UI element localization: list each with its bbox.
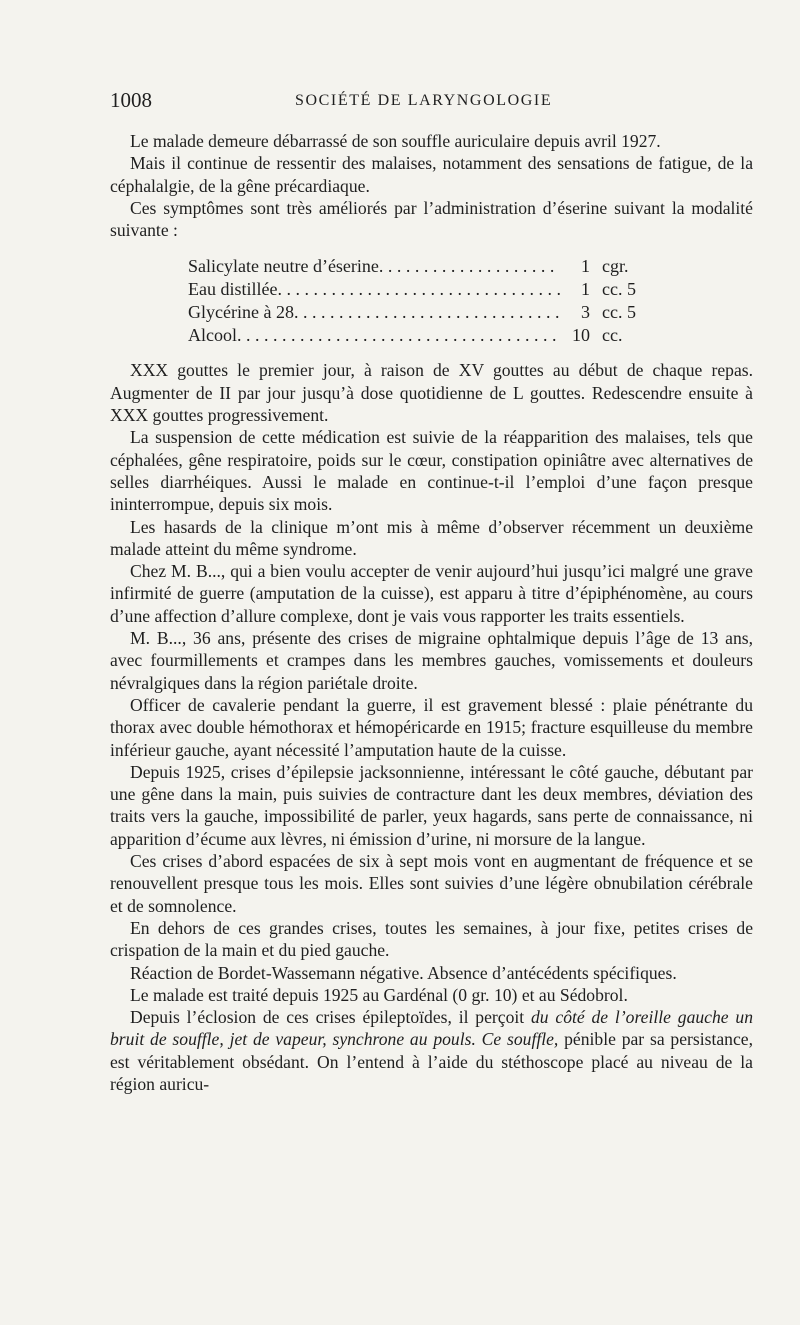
prescription-row (188, 278, 668, 301)
paragraph: M. B..., 36 ans, présente des crises de migraine ophtalmique depuis l’âge de 13 ans, avec fourmillements et crampes dans les membres gauches, vomissements et douleurs névralgiques dans la région pariétale droite. (110, 628, 753, 693)
ingredient-unit: cc. 5 (602, 279, 636, 300)
ingredient-unit: cc. (602, 325, 623, 346)
paragraph: Depuis 1925, crises d’épilepsie jacksonnienne, intéressant le côté gauche, débutant par une gêne dans la main, puis suivies de contracture dant les deux membres, déviation des traits vers la gauche, impossibilité de parler, yeux hagards, sans perte de connaissance, ni apparition d’écume aux lèvres, ni émission d’urine, ni morsure de la langue. (110, 761, 753, 849)
paragraph: Les hasards de la clinique m’ont mis à même d’observer récemment un deuxième malade atteint du même syndrome. (110, 516, 753, 559)
page-header (110, 88, 753, 118)
ingredient-unit: cc. 5 (602, 302, 636, 323)
ingredient-quantity: 3 (581, 302, 590, 323)
paragraph: En dehors de ces grandes crises, toutes les semaines, à jour fixe, petites crises de crispation de la main et du pied gauche. (110, 917, 753, 961)
prescription-row (188, 255, 668, 278)
paragraph: Le malade demeure débarrassé de son souffle auriculaire depuis avril 1927. (130, 131, 661, 151)
paragraph: Officer de cavalerie pendant la guerre, il est gravement blessé : plaie pénétrante du thorax avec double hémothorax et hémopéricarde en 1915; fracture esquilleuse du membre inférieur gauche, ayant nécessité l’amputation haute de la cuisse. (110, 694, 753, 760)
page-body (110, 130, 753, 1095)
text-run: Depuis l’éclosion de ces crises épileptoïdes, il perçoit (130, 1007, 531, 1028)
paragraph: Chez M. B..., qui a bien voulu accepter de venir aujourd’hui jusqu’ici malgré une grave infirmité de guerre (amputation de la cuisse), est apparu à titre d’épiphénomène, au cours d’une affection d’allure complexe, dont je vais vous rapporter les traits essentiels. (110, 561, 753, 626)
paragraph: Ces crises d’abord espacées de six à sept mois vont en augmentant de fréquence et se renouvellent presque tous les mois. Elles sont suivies d’une légère obnubilation cérébrale et de somnolence. (110, 851, 753, 916)
prescription-table (188, 255, 668, 347)
ingredient-unit: cgr. (602, 256, 629, 277)
running-title: SOCIÉTÉ DE LARYNGOLOGIE (295, 92, 553, 109)
page-number: 1008 (110, 88, 152, 112)
italic-run: jet de vapeur, synchrone au pouls. Ce souffle, (229, 1029, 559, 1050)
prescription-row (188, 324, 668, 347)
text-run: pénible par sa persistance, est véritablement obsédant. On l’entend à l’aide du stéthoscope placé au niveau de la région auricu- (110, 1029, 753, 1094)
ingredient-quantity: 10 (572, 325, 590, 346)
italic-run: du côté de l’oreille gauche un bruit de souffle, (110, 1007, 753, 1050)
paragraph: Mais il continue de ressentir des malaises, notamment des sensations de fatigue, de la céphalalgie, de la gêne précardiaque. (110, 153, 753, 196)
ingredient-name: Salicylate neutre d’éserine. . . . (188, 255, 560, 278)
paragraph-last (110, 1006, 753, 1095)
ingredient-quantity: 1 (581, 279, 590, 300)
ingredient-quantity: 1 (581, 256, 590, 277)
paragraph: Réaction de Bordet-Wassemann négative. Absence d’antécédents spécifiques. (130, 962, 677, 983)
ingredient-name: Alcool. . . . (188, 324, 560, 347)
paragraph: Le malade est traité depuis 1925 au Gardénal (0 gr. 10) et au Sédobrol. (130, 984, 628, 1005)
ingredient-name: Glycérine à 28. . . . (188, 301, 560, 324)
prescription-row (188, 301, 668, 324)
ingredient-name: Eau distillée. . . . (188, 278, 560, 301)
paragraph: La suspension de cette médication est suivie de la réapparition des malaises, tels que céphalées, gêne respiratoire, poids sur le cœur, constipation opiniâtre avec alternatives de selles diarrhéiques. Aussi le malade en continue-t-il l’emploi d’une façon presque ininterrompue, depuis six mois. (110, 427, 753, 515)
paragraph: XXX gouttes le premier jour, à raison de XV gouttes au début de chaque repas. Augmenter de II par jour jusqu’à dose quotidienne de L gouttes. Redescendre ensuite à XXX gouttes progressivement. (110, 360, 753, 426)
paragraph: Ces symptômes sont très améliorés par l’administration d’éserine suivant la modalité suivante : (110, 197, 753, 241)
